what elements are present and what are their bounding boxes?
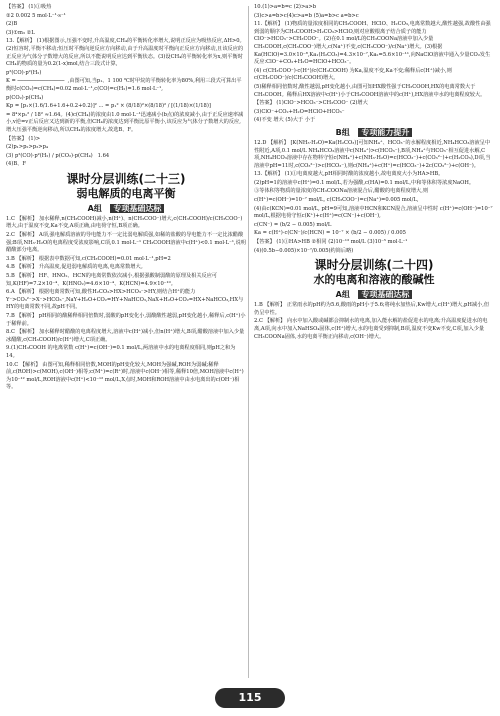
lesson-23-number: 课时分层训练(二十三) [66, 171, 186, 186]
right-group-b-heading [254, 127, 494, 138]
solution-paragraph: 11.【解析】 (1)物质的量浓度相同的CH₃COOH、HClO、H₂CO₃,电离常数越大,酸性越强,故酸性由强到弱的顺序为CH₃COOH>H₂CO₃>HClO,则对应酸根离子结合质子的能力ClO⁻>HCO₃⁻>CH₃COO⁻。(2)在0.1 mol/L的CH₃COONa溶液中加入少量CH₃COOH,c(CH₃COO⁻)增大,c(Na⁺)不变,c(CH₃COO⁻)/c(Na⁺)增大。(3)根据Ka(HClO)=3.0×10⁻⁸,Ka₁(H₂CO₃)=4.3×10⁻⁷,Ka₂=5.6×10⁻¹¹,向NaClO溶液中通入少量CO₂发生反应:ClO⁻+CO₂+H₂O=HClO+HCO₃⁻。 [254, 21, 491, 66]
lesson-24-title: 水的电离和溶液的酸碱性 [313, 273, 435, 287]
solution-paragraph: 1.C 【解析】 加水稀释,n(CH₃COOH)减小,n(H⁺)、n(CH₃COO⁻)增大,c(CH₃COOH)/c(CH₃COO⁻)增大,由于温度不变,Ka不变,A项正确,由电荷守恒,B项正确。 [6, 215, 243, 230]
left-bottom-solutions [6, 216, 246, 392]
group-label: B组 [335, 127, 350, 137]
page-number: 115 [215, 688, 285, 708]
right-group-a-heading [254, 289, 494, 300]
right-column [254, 4, 494, 342]
solution-paragraph: 5.B 【解析】 HF、HNO₂、HCN的电离常数依次减小,根据强酸制弱酸的原理及相关反应可知,K(HF)=7.2×10⁻⁴、K(HNO₂)=4.6×10⁻⁴、K(HCN)=4.9×10⁻¹⁰。 [6, 273, 218, 287]
solution-paragraph: (3)ClO⁻+CO₂+H₂O=HClO+HCO₃⁻ [254, 108, 345, 115]
solution-paragraph: 【答案】 (1)> [6, 135, 41, 142]
solution-paragraph: (5)稀释相同倍数时,酸性越弱,pH变化越小,由图可知HX酸性强于CH₃COOH,HX的电离常数大于CH₃COOH。稀释后HX溶液中c(H⁺)小于CH₃COOH溶液中的c(H⁺),HX溶液中水的电离程度较大。 [254, 83, 486, 98]
solution-paragraph: (4)由c(KCN)=0.01 mol/L, pH=9可知,溶液中HCN和KCN混合,溶液呈中性时 c(H⁺)=c(OH⁻)=10⁻⁷ mol/L,根据电荷守恒c(K⁺)+c(H⁺)=c(CN⁻)+c(OH⁻), [254, 205, 495, 220]
group-title: 专项基础达标 [358, 290, 412, 299]
solution-paragraph: 2.C 【解析】 A项,强电解质溶液的导电能力不一定比弱电解质强,如稀的盐酸的导电能力不一定比浓醋酸强;B项,NH₃·H₂O的电离程度受浓度影响,C项,0.1 mol·L⁻¹ CH₃COOH溶液中c(H⁺)<0.1 mol·L⁻¹,说明醋酸部分电离。 [6, 232, 246, 254]
solution-paragraph: 13.【解析】 (1)根据图示,压强不变时,升高温度,CH₄的平衡转化率增大,说明正反应为吸热反应,ΔH>0。(2)恒容时,平衡不移动;恒压时平衡向逆反应方向移动,由于升高温度时平衡向正反应方向移动,且该反应的正反应为气体分子数增大的反应,所以不能说明反应达到平衡状态。(3)设CH₄的平衡转化率为x,则平衡时CH₄的物质的量为0.2(1-x)mol,结合三段式计算, [6, 38, 245, 68]
solution-paragraph: (4)不变 增大 (5)大于 小于 [254, 117, 316, 124]
solution-paragraph: 【答案】 (1)①吸热 [6, 4, 52, 10]
solution-paragraph: p(CO₂)·p(CH₄) [6, 94, 44, 101]
solution-paragraph: 3.B 【解析】 根据表中数据可知,c(CH₃COOH)=0.01 mol·L⁻¹,pH=2 [6, 255, 171, 262]
group-title: 专项能力提升 [358, 128, 412, 137]
group-title: 专项基础达标 [110, 204, 164, 213]
solution-paragraph: K = ─────────────── ,由图可知,当p₁、1 100 ℃时甲烷的平衡转化率为80%,利用三段式可算出平衡时c(CO₂)=c(CH₄)=0.02 mol·L⁻¹,c(CO)=c(H₂)=1.6 mol·L⁻¹, [6, 78, 242, 92]
left-column [6, 4, 246, 393]
solution-paragraph: ②2 0.002 5 mol·L⁻¹·s⁻¹ [6, 12, 66, 19]
solution-paragraph: (4)(0.5b−0.005)×10⁻⁷/0.005(约简后略) [254, 247, 354, 254]
group-label: A组 [335, 290, 350, 300]
column-divider [248, 6, 249, 678]
solution-paragraph: (2)B [6, 21, 18, 28]
solution-paragraph: ③等体积等物质的量浓度的CH₃COONa溶液混合后,醋酸的电离程度增大,则 [254, 188, 429, 195]
lesson-23-title: 弱电解质的电离平衡 [76, 186, 176, 200]
solution-paragraph: 6.A 【解析】 根据电离常数可知,酸性H₂CO₃>HX>HCO₃⁻>HY,则结合H⁺的能力Y⁻>CO₃²⁻>X⁻>HCO₃⁻,NaY+H₂O+CO₂=HY+NaHCO₃,NaX+H₂O+CO₂=HX+NaHCO₃,HX与HY的电离常数不同,故pH不同。 [6, 289, 244, 311]
right-middle-solutions [254, 140, 494, 255]
solution-paragraph: (4) c(CH₃COO⁻)·c(H⁺)/c(CH₃COOH) 为Ka,温度不变,Ka不变;稀释后c(H⁺)减小,则c(CH₃COO⁻)/c(CH₃COOH)增大。 [254, 67, 452, 82]
solution-paragraph: 【答案】 (1)ClO⁻>HCO₃⁻>CH₃COO⁻ (2)增大 [254, 100, 368, 107]
solution-paragraph: 10.C 【解析】 由图可知,稀释相同倍数,MOH的pH变化较大,MOH为强碱,ROH为弱碱;稀释前,c(ROH)>c(MOH),c(OH⁻)相等;c(M⁺)=c(R⁺)时,溶液中c(OH⁻)相等,稀释10倍,MOH溶液中c(H⁺)为10⁻¹² mol/L,ROH溶液中c(H⁺)<10⁻¹² mol/L,X点时,MOH和ROH溶液中由水电离出的c(OH⁻)相等。 [6, 361, 244, 391]
left-group-a-heading [6, 203, 246, 214]
solution-paragraph: = 8⁴×p₁² / 18² ≈1.64。(4)c(CH₄)的浓度由1.0 mol·L⁻¹迅速减小(b点)的浓度减小,由于正反应速率减小,v逆=v正后反应又达到新的平衡,但CH₄的浓度达到平衡比原平衡小,该反应为气体分子数增大的反应,增大压强平衡逆向移动,所以CH₄的浓度增大,故选B、F。 [6, 111, 244, 133]
solution-paragraph: c(H⁺)=c(OH⁻)=10⁻⁷ mol/L, c(CH₃COO⁻)=c(Na⁺)=0.005 mol/L, [254, 197, 419, 204]
solution-paragraph: (2)p₁>p₂>p₃>p₄ [6, 144, 48, 151]
group-label: A组 [87, 203, 102, 213]
solution-paragraph: 7.B 【解析】 pH相同的酸稀释相同倍数时,弱酸的pH变化小,弱酸酸性越弱,pH变化越小,稀释后,c(H⁺)小于稀释前。 [6, 313, 246, 327]
solution-paragraph: (3)①m₃ ②L [6, 29, 35, 36]
solution-paragraph: 1.B 【解析】 正常雨水的pH约为5.6,酸雨的pH小于5.6;将纯水加热后,Kw增大,c(H⁺)增大,pH减小,但仍呈中性。 [254, 302, 490, 316]
solution-paragraph: (3)c>a=b>c(4)c>a=b (5)a=b>c a=b>c [254, 12, 359, 19]
solution-paragraph: 12.D 【解析】 [K(NH₃·H₂O)=Ka(H₂CO₃)]可知NH₄⁺、HCO₃⁻的水解程度相近,NH₄HCO₃溶液呈中性附近,A项,0.1 mol/L NH₄HCO₃溶液中c(NH₄⁺)>c(HCO₃⁻),B项,NH₄⁺与HCO₃⁻相互促进水解,C项,NH₄HCO₃溶液中存在物料守恒c(NH₄⁺)+c(NH₃·H₂O)=c(HCO₃⁻)+c(CO₃²⁻)+c(H₂CO₃),D项,当溶液中pH=11时,c(CO₃²⁻)>c(HCO₃⁻),则c(NH₄⁺)+c(H⁺)=c(HCO₃⁻)+2c(CO₃²⁻)+c(OH⁻)。 [254, 139, 491, 169]
right-bottom-solutions [254, 302, 494, 341]
right-top-solutions [254, 4, 494, 125]
lesson-24-heading [254, 258, 494, 287]
solution-paragraph: 9.(1)CH₃COOH 的电离常数 c(H⁺)=c(OH⁻)=0.1 mol/L,两溶液中水的电离程度相同,则pH之和为14。 [6, 345, 236, 359]
solution-paragraph: Ka = c(H⁺)·c(CN⁻)/c(HCN) = 10⁻⁷ × (b/2 − 0.005) / 0.005 [254, 230, 406, 237]
solution-paragraph: 13.【解析】 (1)①电离度越大,pH相同时酸的浓度越小,故电离度大小为HA>HB。 [254, 171, 444, 178]
left-top-solutions [6, 4, 246, 169]
solution-paragraph: (4)B、F [6, 161, 26, 168]
solution-paragraph: 10.(1)>a=b=c (2)>a>b [254, 4, 317, 10]
solution-paragraph: 8.C 【解析】 加水稀释时醋酸的电离程度增大,溶液中c(H⁺)减小,但n(H⁺)增大,B项,醋酸溶液中加入少量冰醋酸,c(CH₃COOH)/c(H⁺)增大,C项正确。 [6, 329, 245, 343]
solution-paragraph: (3) p²(CO)·p²(H₂) / p(CO₂)·p(CH₄) 1.64 [6, 152, 110, 159]
lesson-24-number: 课时分层训练(二十四) [314, 258, 434, 273]
solution-paragraph: c(CN⁻) = (b/2 − 0.005) mol/L [254, 221, 332, 228]
solution-paragraph: 4.B 【解析】 升高温度,促进弱电解质的电离,电离常数增大。 [6, 264, 146, 271]
solution-paragraph: Kp = [p₁×(1.6/1.6+1.6+0.2+0.2)]² ... = p₁² × (8/18)²×(8/18)² / [(1/18)×(1/18)] [6, 103, 211, 110]
solution-paragraph: 【答案】 (1)①HA>HB ②相同 (2)10⁻¹³ mol/L (3)10⁻⁵ mol·L⁻¹ [254, 239, 408, 246]
solution-paragraph: p²(CO)·p²(H₂) [6, 69, 42, 76]
solution-paragraph: (2)pH=1的溶液中c(H⁺)=0.1 mol/L,若为强酸,c(HA)=0.1 mol/L,中和等体积等浓度NaOH。 [254, 179, 475, 186]
lesson-23-heading [6, 172, 246, 201]
solution-paragraph: 2.C 【解析】 向水中加入酸或碱都会抑制水的电离,加入能水解的盐促进水的电离;升高温度促进水的电离,A项,向水中加入NaHSO₄固体,c(H⁺)增大,水的电离受到抑制,B项,温度不变Kw不变,C项,加入少量CH₃COONa固体,水的电离平衡正向移动,c(OH⁻)增大。 [254, 318, 488, 340]
